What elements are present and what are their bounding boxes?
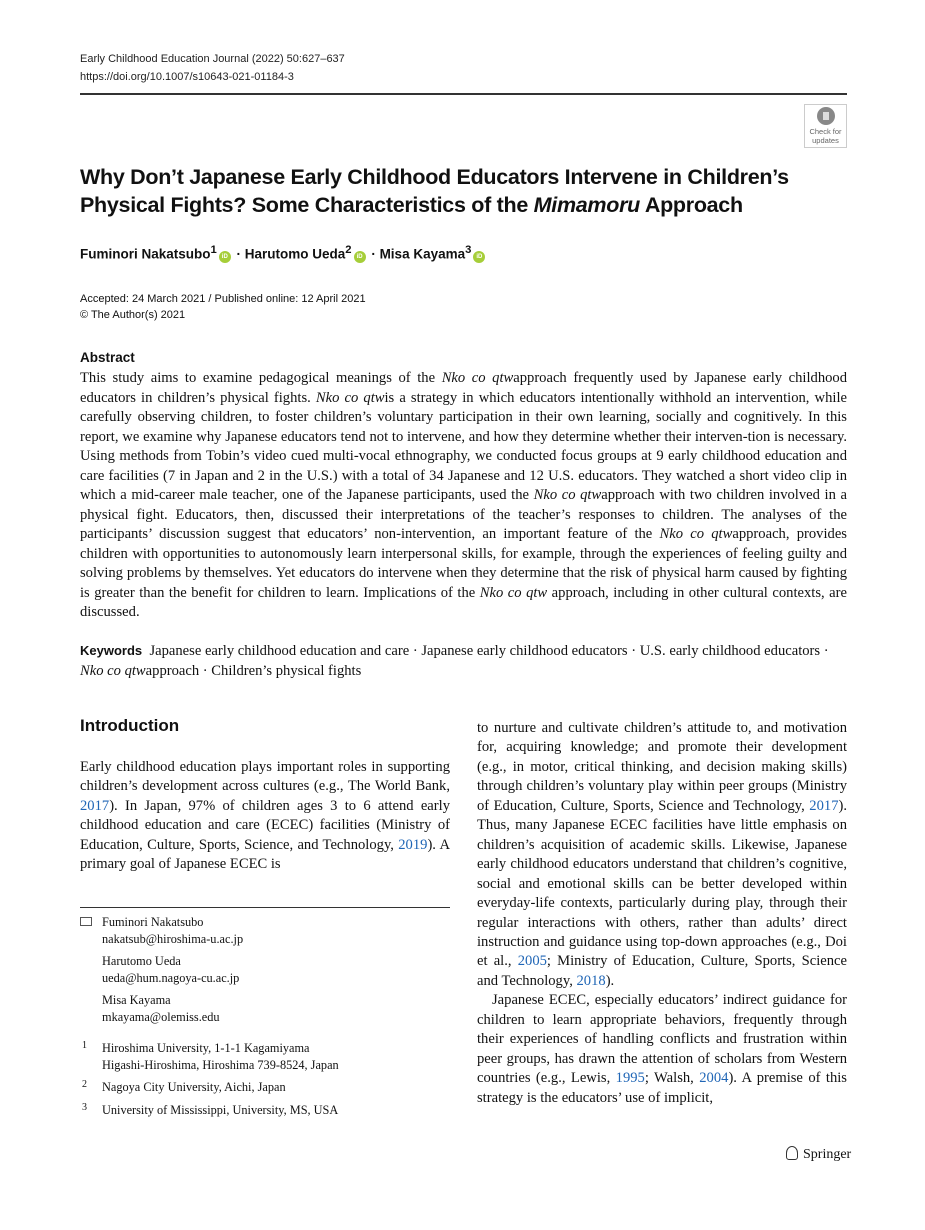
paragraph	[477, 991, 847, 1108]
affiliation-number: 1	[82, 1040, 87, 1051]
orcid-icon[interactable]: iD	[473, 251, 485, 263]
text-run: approach frequently used by Japanese early childhood educators in children’s physical fights.	[80, 370, 848, 406]
check-for-updates-badge[interactable]	[804, 104, 847, 148]
springer-horse-icon	[786, 1146, 798, 1160]
bookmark-icon	[817, 107, 835, 125]
paragraph	[80, 758, 450, 875]
citation-link[interactable]: 2019	[398, 836, 428, 853]
header-rule	[80, 93, 847, 95]
publisher-logo	[786, 1146, 851, 1163]
affiliation-sup: 3	[465, 244, 472, 256]
author[interactable]: Harutomo Ueda	[244, 246, 346, 262]
text-run: ). A primary goal of Japanese ECEC is	[80, 836, 450, 873]
text-run: This study aims to examine pedagogical meanings of the	[80, 370, 442, 386]
text-run: ). A premise of this strategy is the educators’ use of implicit,	[477, 1070, 847, 1106]
keywords	[80, 641, 847, 681]
citation-link[interactable]: 2017	[80, 797, 110, 814]
text-run: approach with two children involved in a physical fight. Educators, then, discussed their interpretations of the teacher’s responses to children. The analyses of the participants’ discussion suggest that educators’ non-intervention, an important feature of the	[80, 487, 848, 542]
italic-term: Nko co qtw	[533, 487, 602, 503]
corr-email[interactable]: ueda@hum.nagoya-cu.ac.jp	[102, 971, 240, 985]
text-run: Early childhood education plays important roles in supporting children’s development across cultures (e.g., The World Bank,	[80, 759, 450, 795]
text-run: ).	[605, 972, 615, 989]
text-run: is a strategy in which educators intentionally withhold an intervention, while carefully observing children, to foster children’s voluntary participation in their own learning, socially and cognitively. In this report, we examine why Japanese educators tend not to intervene, and how they determine whether their interven-tion is necessary. Using methods from Tobin’s video cued multi-vocal ethnography, we conducted focus groups at 9 early childhood education and care facilities (7 in Japan and 2 in the U.S.) with a total of 34 Japanese and 12 U.S. educators. They watched a short video clip in which a mid-career male teacher, one of the Japanese participants, used the	[80, 389, 847, 503]
title-italic: Mimamoru	[533, 193, 640, 217]
citation-link[interactable]: 2018	[576, 972, 606, 989]
running-header	[80, 50, 345, 86]
affiliation-number: 2	[82, 1079, 87, 1090]
right-column	[477, 719, 847, 1108]
italic-term: Nko co qtw	[479, 584, 548, 601]
publisher-name: Springer	[803, 1147, 852, 1162]
text-run: approach, including in other cultural contexts, are discussed.	[80, 584, 847, 620]
italic-term: Nko co qtw	[659, 526, 733, 542]
separator: ·	[232, 246, 245, 262]
italic-term: Nko co qtw	[315, 389, 385, 406]
abstract-body	[80, 369, 847, 623]
doi-link[interactable]: https://doi.org/10.1007/s10643-021-01184-3	[80, 71, 294, 83]
affiliation-sup: 1	[210, 244, 217, 256]
author[interactable]: Fuminori Nakatsubo	[80, 246, 211, 262]
copyright-line: © The Author(s) 2021	[80, 309, 186, 321]
publication-dates	[80, 291, 366, 323]
left-column	[80, 758, 450, 875]
abstract-heading: Abstract	[80, 350, 135, 365]
text-run: approach, provides children with opportunities to autonomously learn interpersonal skills, for example, through the experiences of feeling guilty and solving problems by themselves. Yet educators do intervene when they determine that the risk of physical harm caused by fighting is greater than the benefit for children to learn. Implications of the	[80, 526, 847, 601]
citation-link[interactable]: 2017	[809, 797, 839, 814]
author[interactable]: Misa Kayama	[379, 246, 466, 262]
italic-term: Nko co qtw	[441, 370, 514, 386]
paper-title	[80, 163, 800, 219]
affiliation-sup: 2	[345, 244, 352, 256]
affiliation-number: 3	[82, 1102, 87, 1113]
paragraph	[477, 719, 847, 991]
affiliation-text: Higashi-Hiroshima, Hiroshima 739-8524, Japan	[102, 1058, 339, 1072]
section-heading-introduction: Introduction	[80, 716, 180, 735]
separator: ·	[367, 246, 380, 262]
citation-link[interactable]: 2005	[517, 953, 547, 970]
corr-name: Fuminori Nakatsubo	[102, 915, 204, 929]
corr-name: Misa Kayama	[102, 993, 171, 1007]
text-run: ). Thus, many Japanese ECEC facilities have little emphasis on children’s acquisition of academic skills. Likewise, Japanese early childhood educators understand that children’s cognitive, social and emotional skills can be better developed within everyday-life contexts, particularly during play, through their regular interactions with others, rather than adults’ direct instruction and guidance using top-down approaches (e.g., Doi et al.,	[477, 797, 847, 970]
journal-citation: Early Childhood Education Journal (2022) 50:627–637	[80, 53, 345, 65]
affiliation-text: Hiroshima University, 1-1-1 Kagamiyama	[102, 1041, 310, 1055]
text-run: to nurture and cultivate children’s attitude to, and motivation for, acquiring knowledge; and promote their development (e.g., in motor, critical thinking, and decision making skills) through children’s voluntary play within peer groups (Ministry of Education, Culture, Sports, Science and Technology,	[477, 720, 847, 814]
text-run: Japanese early childhood education and care · Japanese early childhood educators · U.S. early childhood educators ·	[149, 643, 829, 659]
dates-line: Accepted: 24 March 2021 / Published online: 12 April 2021	[80, 293, 366, 305]
citation-link[interactable]: 2004	[699, 1070, 729, 1087]
author-list	[80, 244, 487, 263]
text-run: ; Walsh,	[644, 1070, 700, 1087]
corr-email[interactable]: mkayama@olemiss.edu	[102, 1010, 220, 1024]
keywords-list	[80, 643, 829, 679]
text-run: Japanese ECEC, especially educators’ indirect guidance for children to learn appropriate behaviors, frequently through their experiences of handling conflicts and frustration within peer groups, has drawn the attention of scholars from Western countries (e.g., Lewis,	[477, 992, 847, 1087]
orcid-icon[interactable]: iD	[354, 251, 366, 263]
text-run: ; Ministry of Education, Culture, Sports, Science and Technology,	[477, 953, 847, 989]
title-text: Why Don’t Japanese Early Childhood Educators Intervene in Children’s Physical Fights? Some Characteristics of the	[80, 165, 789, 217]
footnote-rule	[80, 907, 450, 908]
affiliation-text: Nagoya City University, Aichi, Japan	[102, 1080, 286, 1094]
check-updates-label: Check for updates	[809, 127, 842, 145]
text-run: approach · Children’s physical fights	[145, 662, 362, 679]
keywords-label: Keywords	[80, 643, 143, 658]
orcid-icon[interactable]: iD	[219, 251, 231, 263]
citation-link[interactable]: 1995	[615, 1070, 645, 1087]
italic-term: Nko co qtw	[80, 662, 146, 679]
envelope-icon	[80, 917, 92, 926]
text-run: ). In Japan, 97% of children ages 3 to 6 attend early childhood education and care (ECEC) facilities (Ministry of Education, Culture, Sports, Science, and Technology,	[80, 797, 450, 853]
affiliation-text: University of Mississippi, University, MS, USA	[102, 1103, 339, 1117]
corr-name: Harutomo Ueda	[102, 954, 181, 968]
title-text-end: Approach	[639, 193, 743, 217]
corr-email[interactable]: nakatsub@hiroshima-u.ac.jp	[102, 932, 244, 946]
